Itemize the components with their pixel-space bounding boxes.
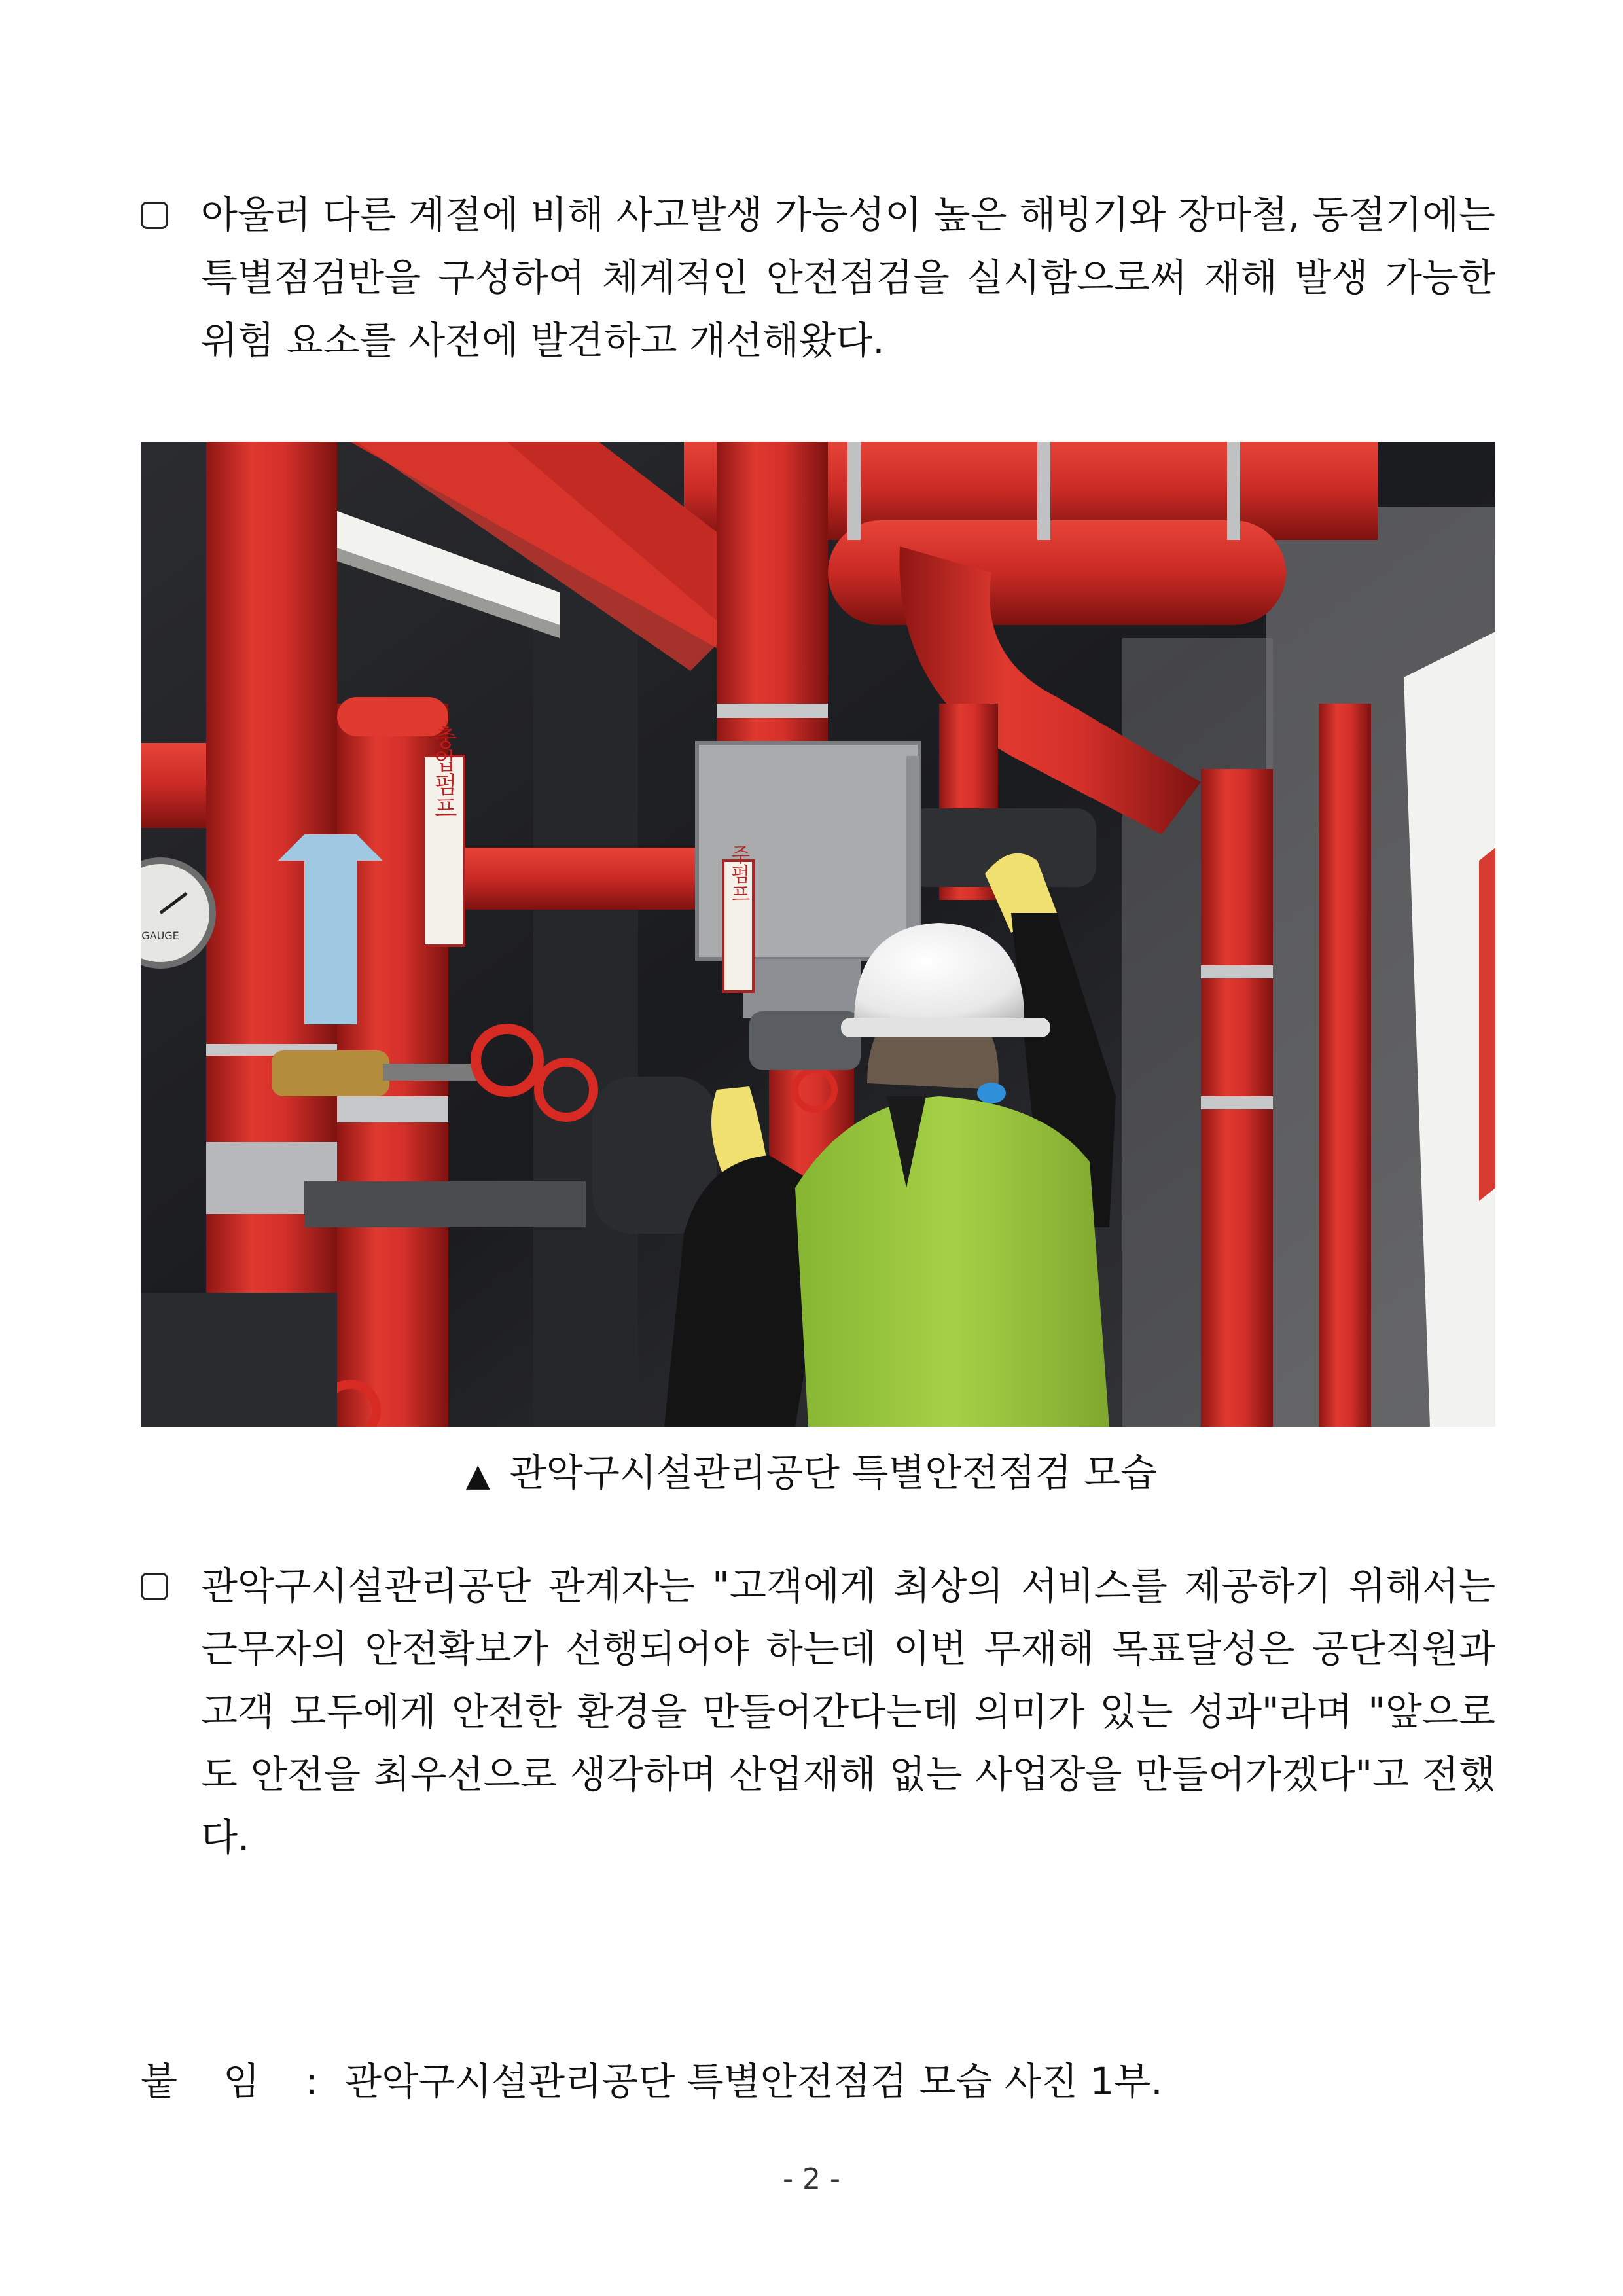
paragraph-1-text: 아울러 다른 계절에 비해 사고발생 가능성이 높은 해빙기와 장마철, 동절기에는 특별점검반을 구성하여 체계적인 안전점검을 실시함으로써 재해 발생 가능한 위험 요소를 사전에 발견하고 개선해왔다. bbox=[201, 192, 1495, 363]
attachment-colon: : bbox=[306, 2059, 319, 2104]
page-number: - 2 - bbox=[783, 2162, 840, 2196]
paragraph-2 bbox=[141, 1554, 1495, 1869]
gauge-label: GAUGE bbox=[141, 929, 179, 942]
paragraph-2-text: 관악구시설관리공단 관계자는 "고객에게 최상의 서비스를 제공하기 위해서는 근무자의 안전확보가 선행되어야 하는데 이번 무재해 목표달성은 공단직원과 고객 모두에게 안전한 환경을 만들어간다는데 의미가 있는 성과"라며 "앞으로도 안전을 최우선으로 생각하며 산업재해 없는 사업장을 만들어가겠다"고 전했다. bbox=[201, 1564, 1495, 1859]
checkbox-bullet-icon bbox=[141, 202, 168, 229]
inspection-photo bbox=[141, 442, 1495, 1427]
paragraph-1 bbox=[141, 183, 1495, 372]
attachment-label: 붙임 bbox=[141, 2059, 306, 2104]
checkbox-bullet-icon bbox=[141, 1573, 168, 1600]
pipe-sign-2: 주펌프 bbox=[726, 844, 750, 903]
photo-caption bbox=[0, 1443, 1623, 1505]
attachment-line bbox=[141, 2052, 1163, 2111]
caption-text: 관악구시설관리공단 특별안전점검 모습 bbox=[509, 1450, 1158, 1495]
attachment-text: 관악구시설관리공단 특별안전점검 모습 사진 1부. bbox=[345, 2059, 1163, 2104]
triangle-marker-icon: ▲ bbox=[465, 1457, 490, 1494]
pipe-sign-1: 충압펌프 bbox=[430, 725, 457, 819]
